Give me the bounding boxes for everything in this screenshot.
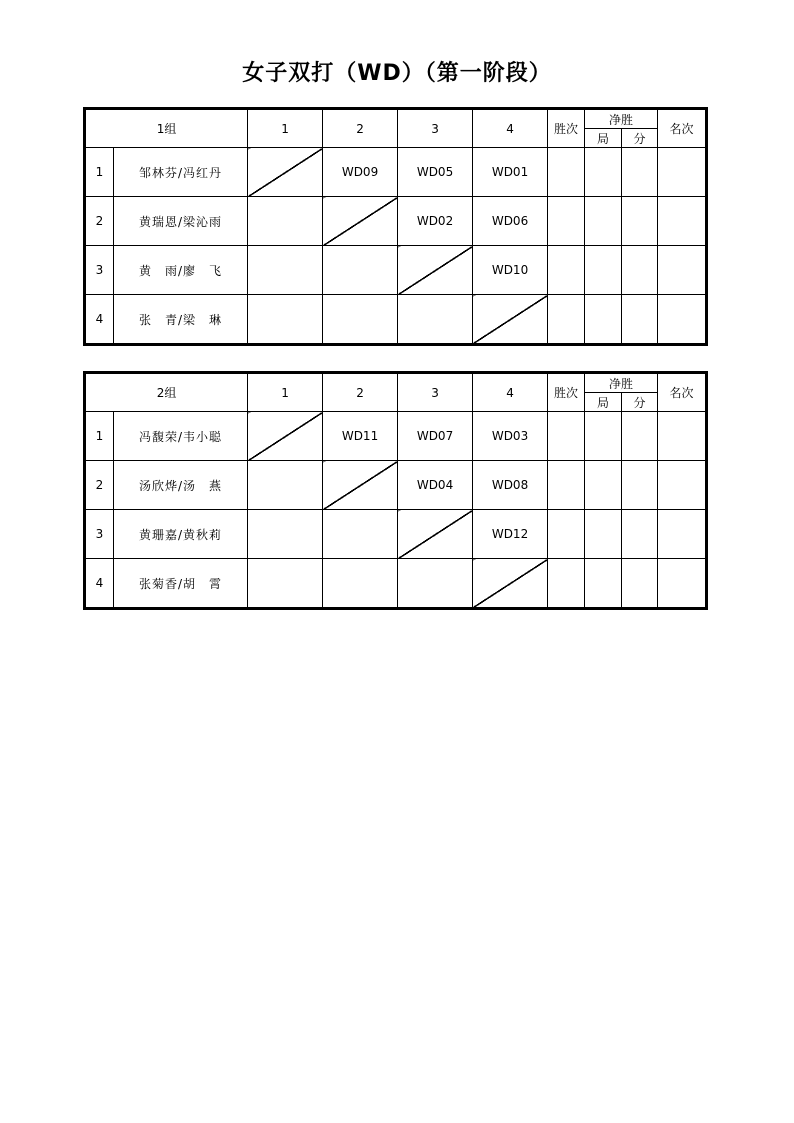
rank-cell — [658, 412, 707, 461]
match-code: WD07 — [398, 412, 473, 461]
net-points-cell — [622, 148, 658, 197]
wins-header: 胜次 — [548, 109, 585, 148]
empty-cell — [398, 295, 473, 345]
net-points-cell — [622, 246, 658, 295]
net-games-cell — [585, 412, 622, 461]
row-index: 4 — [85, 559, 114, 609]
table-row — [85, 461, 707, 510]
net-header: 净胜 — [585, 373, 658, 393]
empty-cell — [248, 510, 323, 559]
match-code: WD10 — [473, 246, 548, 295]
match-code: WD01 — [473, 148, 548, 197]
match-code: WD08 — [473, 461, 548, 510]
empty-cell — [323, 246, 398, 295]
wins-cell — [548, 559, 585, 609]
page-title: 女子双打（WD）（第一阶段） — [242, 61, 552, 86]
pair-name: 黄 雨/廖 飞 — [114, 246, 248, 295]
rank-cell — [658, 295, 707, 345]
row-index: 4 — [85, 295, 114, 345]
net-points-cell — [622, 510, 658, 559]
wins-header: 胜次 — [548, 373, 585, 412]
diagonal-cell — [473, 295, 548, 345]
match-code: WD11 — [323, 412, 398, 461]
col-header-3: 3 — [398, 109, 473, 148]
net-points-cell — [622, 295, 658, 345]
empty-cell — [323, 295, 398, 345]
pair-name: 黄珊嘉/黄秋莉 — [114, 510, 248, 559]
table-row — [85, 412, 707, 461]
table-row — [85, 295, 707, 345]
net-games-cell — [585, 246, 622, 295]
group-2-table-wrapper — [83, 371, 705, 610]
row-index: 3 — [85, 246, 114, 295]
wins-cell — [548, 246, 585, 295]
match-code: WD03 — [473, 412, 548, 461]
wins-cell — [548, 461, 585, 510]
empty-cell — [248, 559, 323, 609]
group-label: 2组 — [85, 373, 248, 412]
match-code: WD02 — [398, 197, 473, 246]
col-header-2: 2 — [323, 109, 398, 148]
group-label: 1组 — [85, 109, 248, 148]
diagonal-cell — [398, 246, 473, 295]
rank-cell — [658, 510, 707, 559]
net-points-cell — [622, 461, 658, 510]
match-code: WD09 — [323, 148, 398, 197]
table-row — [85, 197, 707, 246]
row-index: 1 — [85, 148, 114, 197]
diagonal-cell — [398, 510, 473, 559]
net-points-cell — [622, 412, 658, 461]
table-row — [85, 559, 707, 609]
net-points-cell — [622, 197, 658, 246]
empty-cell — [323, 559, 398, 609]
table-row — [85, 148, 707, 197]
rank-cell — [658, 197, 707, 246]
rank-header: 名次 — [658, 373, 707, 412]
net-games-header: 局 — [585, 393, 622, 412]
empty-cell — [248, 295, 323, 345]
net-games-cell — [585, 295, 622, 345]
col-header-4: 4 — [473, 109, 548, 148]
net-games-cell — [585, 559, 622, 609]
wins-cell — [548, 510, 585, 559]
table-row — [85, 510, 707, 559]
group-2-table — [83, 371, 708, 610]
rank-header: 名次 — [658, 109, 707, 148]
pair-name: 邹林芬/冯红丹 — [114, 148, 248, 197]
row-index: 3 — [85, 510, 114, 559]
empty-cell — [248, 197, 323, 246]
wins-cell — [548, 197, 585, 246]
net-games-cell — [585, 197, 622, 246]
col-header-4: 4 — [473, 373, 548, 412]
net-header: 净胜 — [585, 109, 658, 129]
group-1-table-wrapper — [83, 107, 705, 346]
net-games-cell — [585, 148, 622, 197]
rank-cell — [658, 246, 707, 295]
pair-name: 冯馥荣/韦小聪 — [114, 412, 248, 461]
pair-name: 汤欣烨/汤 燕 — [114, 461, 248, 510]
match-code: WD06 — [473, 197, 548, 246]
empty-cell — [323, 510, 398, 559]
match-code: WD12 — [473, 510, 548, 559]
diagonal-cell — [248, 412, 323, 461]
rank-cell — [658, 148, 707, 197]
row-index: 2 — [85, 461, 114, 510]
diagonal-cell — [323, 197, 398, 246]
net-points-header: 分 — [622, 393, 658, 412]
col-header-3: 3 — [398, 373, 473, 412]
pair-name: 黄瑞恩/梁沁雨 — [114, 197, 248, 246]
net-games-cell — [585, 461, 622, 510]
match-code: WD04 — [398, 461, 473, 510]
row-index: 2 — [85, 197, 114, 246]
wins-cell — [548, 148, 585, 197]
diagonal-cell — [323, 461, 398, 510]
empty-cell — [248, 246, 323, 295]
col-header-1: 1 — [248, 109, 323, 148]
group-1-table — [83, 107, 708, 346]
pair-name: 张 青/梁 琳 — [114, 295, 248, 345]
rank-cell — [658, 461, 707, 510]
wins-cell — [548, 412, 585, 461]
diagonal-cell — [473, 559, 548, 609]
empty-cell — [398, 559, 473, 609]
net-games-cell — [585, 510, 622, 559]
net-games-header: 局 — [585, 129, 622, 148]
net-points-cell — [622, 559, 658, 609]
rank-cell — [658, 559, 707, 609]
empty-cell — [248, 461, 323, 510]
net-points-header: 分 — [622, 129, 658, 148]
col-header-1: 1 — [248, 373, 323, 412]
wins-cell — [548, 295, 585, 345]
col-header-2: 2 — [323, 373, 398, 412]
match-code: WD05 — [398, 148, 473, 197]
row-index: 1 — [85, 412, 114, 461]
table-row — [85, 246, 707, 295]
diagonal-cell — [248, 148, 323, 197]
pair-name: 张菊香/胡 霄 — [114, 559, 248, 609]
